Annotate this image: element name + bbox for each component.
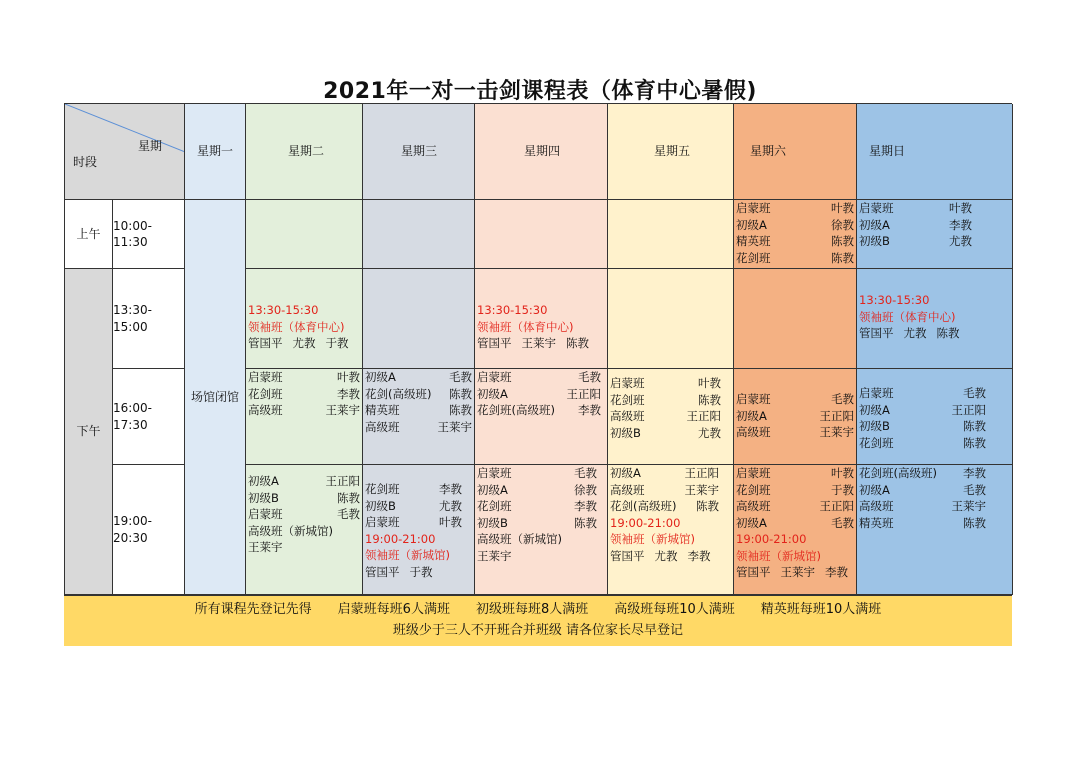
class-entry [736,465,854,482]
class-entry [610,408,721,425]
cell-fri-am [608,200,734,269]
coach-name: 毛教 [449,370,472,384]
coach-name: 王正阳 [819,408,854,423]
class-name: 高级班（新城馆) [477,532,562,546]
cell-thu-1330 [475,269,608,369]
class-entry [248,523,360,540]
coach-name: 王莱宇 [437,419,472,434]
class-name: 高级班 [365,419,400,434]
class-name: 高级班 [859,499,894,513]
class-entry [610,498,719,515]
coach-name: 王莱宇 [521,336,556,350]
schedule-table [64,103,1012,596]
class-name: 初级A [736,217,767,232]
coach-name: 李教 [337,386,360,401]
class-entry [610,482,719,499]
class-entry [859,418,986,435]
cell-wed-1600 [363,369,475,465]
coach-name: 管国平 [736,565,771,579]
coach-list [859,325,972,342]
coach-name: 毛教 [831,392,854,406]
period-am: 上午 [65,200,113,269]
coach-name: 王莱宇 [684,482,719,497]
class-entry [477,548,597,565]
class-entry [736,233,854,250]
class-name: 初级A [859,402,890,417]
period-pm: 下午 [65,269,113,595]
class-entry [736,498,854,515]
class-name: 初级B [859,419,890,433]
cell-thu-1900 [475,465,608,595]
coach-name: 陈教 [449,386,472,401]
class-name: 启蒙班 [365,515,400,529]
class-entry [365,419,472,436]
coach-name: 王正阳 [951,402,986,417]
class-entry [477,369,601,386]
class-entry [859,402,986,419]
cell-sun-1330 [857,269,1013,369]
cell-wed-1900 [363,465,475,595]
coach-name: 陈教 [831,234,854,248]
special-class-note: 13:30-15:30 [248,303,319,317]
period-label: 时段 [73,155,98,169]
coach-name: 毛教 [963,482,986,497]
coach-name: 管国平 [859,326,894,340]
class-name: 王莱宇 [477,548,512,563]
class-name: 高级班 [610,409,645,423]
class-name: 花剑班 [736,250,771,265]
coach-name: 李教 [963,466,986,480]
cell-sun-1900 [857,465,1013,595]
class-entry [248,473,360,490]
time-slot: 13:30-15:00 [113,269,185,369]
class-entry [365,402,472,419]
class-name: 启蒙班 [248,507,283,521]
class-name: 花剑班(高级班) [477,403,555,417]
class-entry [736,217,854,234]
coach-name: 陈教 [963,419,986,433]
coach-name: 毛教 [831,515,854,530]
coach-name: 叶教 [831,466,854,480]
class-entry [248,369,360,386]
class-name: 花剑班 [859,435,894,450]
class-entry [859,217,972,234]
coach-name: 叶教 [698,376,721,390]
coach-name: 陈教 [337,490,360,505]
class-entry [859,465,986,482]
class-entry [365,514,462,531]
class-entry [736,250,854,267]
class-entry [477,531,597,548]
class-name: 启蒙班 [736,392,771,406]
coach-name: 毛教 [574,466,597,480]
class-name: 启蒙班 [736,201,771,215]
coach-list [610,548,719,565]
class-name: 初级A [859,217,890,232]
cell-sun-am [857,200,1013,269]
special-class-note: 13:30-15:30 [477,303,548,317]
class-name: 启蒙班 [736,466,771,480]
class-name: 启蒙班 [610,376,645,390]
class-entry [736,482,854,499]
coach-name: 尤教 [292,336,316,350]
class-entry [859,482,986,499]
coach-list [248,335,360,352]
coach-name: 尤教 [903,326,927,340]
coach-name: 于教 [831,482,854,497]
coach-name: 毛教 [337,507,360,521]
class-entry [859,435,986,452]
class-entry [365,386,472,403]
cell-sat-1900 [734,465,857,595]
class-entry [248,490,360,507]
class-name: 花剑班 [477,499,512,513]
special-class-note: 19:00-21:00 [736,532,807,546]
coach-name: 管国平 [477,336,512,350]
class-entry [248,506,360,523]
coach-name: 管国平 [365,564,400,579]
cell-tue-1900 [246,465,363,595]
coach-name: 叶教 [831,201,854,215]
coach-name: 于教 [409,564,433,579]
class-entry [477,465,597,482]
class-entry [610,392,721,409]
coach-name: 王正阳 [566,386,601,401]
day-header-thu: 星期四 [475,104,608,200]
special-class-note: 19:00-21:00 [365,531,436,546]
coach-name: 陈教 [698,392,721,407]
class-name: 花剑(高级班) [610,499,677,513]
coach-name: 陈教 [574,515,597,530]
class-entry [859,515,986,532]
class-entry [610,375,721,392]
class-name: 精英班 [365,403,400,417]
class-name: 初级A [736,515,767,530]
coach-name: 陈教 [566,336,589,350]
coach-name: 尤教 [654,548,678,563]
class-entry [859,498,986,515]
special-class-note: 13:30-15:30 [859,293,930,307]
cell-fri-1600 [608,369,734,465]
coach-name: 李教 [949,217,972,232]
class-entry [477,515,597,532]
coach-name: 李教 [578,403,601,417]
cell-wed-am [363,200,475,269]
class-name: 花剑班 [610,392,645,407]
class-entry [736,515,854,532]
coach-name: 王莱宇 [325,403,360,417]
class-name: 高级班 [736,425,771,439]
coach-name: 陈教 [696,499,719,513]
class-name: 精英班 [736,234,771,248]
class-entry [248,402,360,419]
cell-tue-1330 [246,269,363,369]
class-name: 花剑班 [365,482,400,496]
class-name: 启蒙班 [859,386,894,400]
cell-fri-1330 [608,269,734,369]
coach-name: 王正阳 [686,409,721,423]
cell-tue-1600 [246,369,363,465]
coach-list [736,564,854,581]
class-name: 精英班 [859,515,894,530]
coach-name: 于教 [325,336,349,350]
class-name: 花剑(高级班) [365,386,432,401]
class-name: 启蒙班 [477,370,512,384]
coach-name: 毛教 [963,386,986,400]
class-name: 高级班 [736,499,771,513]
coach-name: 李教 [439,482,462,496]
footer-line-2: 班级少于三人不开班合并班级 请各位家长尽早登记 [392,623,684,638]
class-entry [477,402,601,419]
coach-name: 陈教 [963,515,986,530]
cell-thu-am [475,200,608,269]
class-entry [477,498,597,515]
class-entry [610,465,719,482]
class-name: 初级A [859,482,890,497]
cell-thu-1600 [475,369,608,465]
coach-name: 李教 [687,548,711,563]
class-name: 高级班 [248,403,283,417]
coach-name: 叶教 [439,515,462,529]
coach-name: 陈教 [449,403,472,417]
class-name: 初级A [610,466,641,480]
special-class-note: 领袖班（新城馆) [736,548,821,563]
class-name: 初级A [477,386,508,401]
cell-fri-1900 [608,465,734,595]
class-name: 初级A [736,408,767,423]
coach-name: 王莱宇 [951,499,986,513]
class-name: 初级B [248,490,279,505]
class-name: 初级A [477,482,508,497]
class-entry [736,391,854,408]
coach-name: 王莱宇 [819,425,854,439]
class-name: 高级班 [610,482,645,497]
class-name: 启蒙班 [477,466,512,480]
cell-wed-1330 [363,269,475,369]
cell-tue-am [246,200,363,269]
class-entry [477,386,601,403]
coach-name: 徐教 [831,217,854,232]
class-name: 初级B [365,498,396,513]
special-class-note: 领袖班（体育中心) [248,319,345,334]
special-class-note: 领袖班（新城馆) [365,548,450,562]
coach-name: 徐教 [574,482,597,497]
cell-sat-1330 [734,269,857,369]
coach-name: 管国平 [248,336,283,350]
special-class-note: 领袖班（体育中心) [477,319,574,334]
coach-name: 管国平 [610,548,645,563]
coach-name: 尤教 [949,234,972,248]
class-name: 花剑班 [248,386,283,401]
class-entry [477,482,597,499]
class-entry [859,200,972,217]
class-name: 初级A [365,370,396,384]
class-name: 初级B [610,425,641,440]
class-name: 初级B [859,234,890,248]
class-name: 花剑班(高级班) [859,466,937,480]
coach-name: 王莱宇 [780,565,815,579]
coach-name: 陈教 [831,250,854,265]
class-name: 初级B [477,515,508,530]
class-entry [248,386,360,403]
coach-name: 李教 [574,499,597,513]
class-entry [365,481,462,498]
day-header-wed: 星期三 [363,104,475,200]
special-class-note: 19:00-21:00 [610,515,681,530]
class-entry [859,233,972,250]
cell-sat-am [734,200,857,269]
class-entry [365,498,462,515]
coach-list [365,564,462,581]
special-class-note: 领袖班（新城馆) [610,532,695,546]
class-name: 王莱宇 [248,540,283,554]
footer-line-1: 所有课程先登记先得 启蒙班每班6人满班 初级班每班8人满班 高级班每班10人满班 精英班每班10人满班 [194,602,882,617]
class-name: 启蒙班 [859,201,894,215]
class-entry [610,425,721,442]
class-name: 启蒙班 [248,370,283,384]
day-header-mon: 星期一 [185,104,246,200]
coach-name: 王正阳 [325,474,360,488]
special-class-note: 领袖班（体育中心) [859,309,956,324]
class-name: 初级A [248,474,279,488]
cell-sun-1600 [857,369,1013,465]
coach-name: 李教 [825,565,848,579]
day-header-sat: 星期六 [734,104,857,200]
class-entry [736,424,854,441]
class-name: 花剑班 [736,482,771,497]
page-title: 2021年一对一击剑课程表（体育中心暑假) [323,79,757,104]
coach-name: 陈教 [963,435,986,450]
class-entry [248,539,360,556]
coach-name: 王正阳 [684,466,719,480]
class-entry [736,408,854,425]
weekday-label: 星期 [137,139,162,153]
footer-notice [64,596,1012,646]
coach-name: 尤教 [698,425,721,440]
class-entry [736,200,854,217]
time-slot: 10:00-11:30 [113,200,185,269]
cell-sat-1600 [734,369,857,465]
corner-header [65,104,185,200]
class-entry [859,385,986,402]
class-name: 高级班（新城馆) [248,523,333,538]
class-entry [365,369,472,386]
day-header-tue: 星期二 [246,104,363,200]
coach-name: 叶教 [949,201,972,215]
coach-name: 王正阳 [819,499,854,513]
time-slot: 16:00-17:30 [113,369,185,465]
monday-closed: 场馆闭馆 [185,200,246,595]
time-slot: 19:00-20:30 [113,465,185,595]
coach-list [477,335,605,352]
day-header-fri: 星期五 [608,104,734,200]
coach-name: 陈教 [936,326,960,340]
coach-name: 尤教 [439,498,462,513]
coach-name: 毛教 [578,370,601,384]
day-header-sun: 星期日 [857,104,1013,200]
coach-name: 叶教 [337,370,360,384]
